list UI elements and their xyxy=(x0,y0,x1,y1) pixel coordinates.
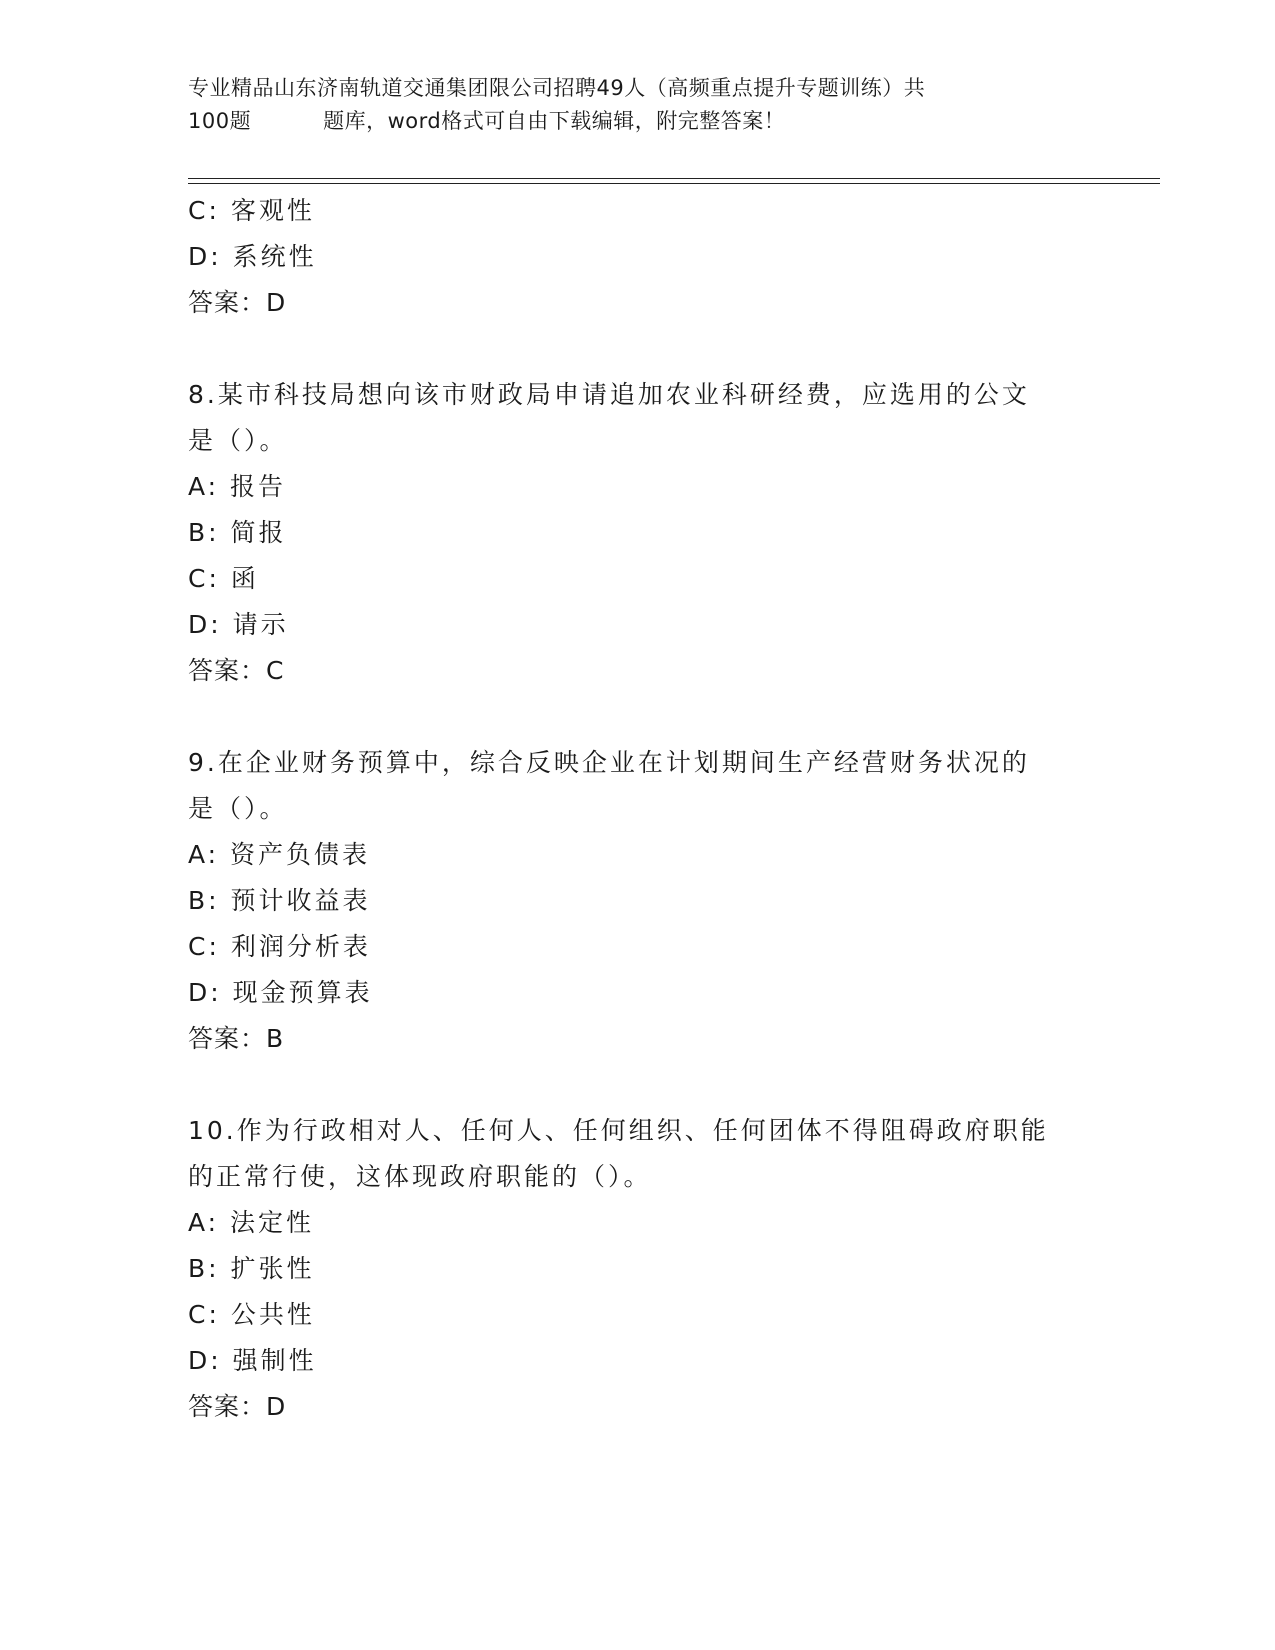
option-line: C: 客观性 xyxy=(188,196,315,225)
option-b: B: 简报 xyxy=(188,518,287,547)
option-b: B: 扩张性 xyxy=(188,1254,315,1283)
question-10 xyxy=(188,1108,1088,1430)
answer-line: 答案：D xyxy=(188,288,287,317)
option-c: C: 公共性 xyxy=(188,1300,315,1329)
question-9 xyxy=(188,740,1088,1062)
header-question-count: 100题 xyxy=(188,109,252,133)
option-d: D: 强制性 xyxy=(188,1346,317,1375)
question-stem-line: 是（）。 xyxy=(188,794,288,823)
question-stem-line: 的正常行使，这体现政府职能的（）。 xyxy=(188,1162,652,1191)
option-d: D: 现金预算表 xyxy=(188,978,373,1007)
question-spacer xyxy=(188,326,1088,372)
option-d: D: 请示 xyxy=(188,610,289,639)
option-line: D: 系统性 xyxy=(188,242,317,271)
option-a: A: 法定性 xyxy=(188,1208,315,1237)
answer-line: 答案：B xyxy=(188,1024,285,1053)
header-rule-bottom xyxy=(188,183,1160,184)
option-b: B: 预计收益表 xyxy=(188,886,371,915)
header-title-line-2 xyxy=(188,105,1068,138)
question-spacer xyxy=(188,1062,1088,1108)
question-stem-line: 是（）。 xyxy=(188,426,288,455)
question-list xyxy=(188,188,1088,1430)
question-8 xyxy=(188,372,1088,694)
option-c: C: 函 xyxy=(188,564,259,593)
question-spacer xyxy=(188,694,1088,740)
question-stem-line: 10.作为行政相对人、任何人、任何组织、任何团体不得阻碍政府职能 xyxy=(188,1116,1049,1145)
answer-line: 答案：C xyxy=(188,656,285,685)
option-a: A: 报告 xyxy=(188,472,287,501)
question-continued xyxy=(188,188,1088,326)
header-rule-top xyxy=(188,178,1160,179)
option-a: A: 资产负债表 xyxy=(188,840,371,869)
header-description: 题库，word格式可自由下载编辑，附完整答案！ xyxy=(323,109,786,133)
question-stem-line: 8.某市科技局想向该市财政局申请追加农业科研经费，应选用的公文 xyxy=(188,380,1030,409)
page-header xyxy=(188,72,1068,138)
question-stem-line: 9.在企业财务预算中，综合反映企业在计划期间生产经营财务状况的 xyxy=(188,748,1030,777)
option-c: C: 利润分析表 xyxy=(188,932,371,961)
header-title-line-1: 专业精品山东济南轨道交通集团限公司招聘49人（高频重点提升专题训练）共 xyxy=(188,76,926,100)
answer-line: 答案：D xyxy=(188,1392,287,1421)
